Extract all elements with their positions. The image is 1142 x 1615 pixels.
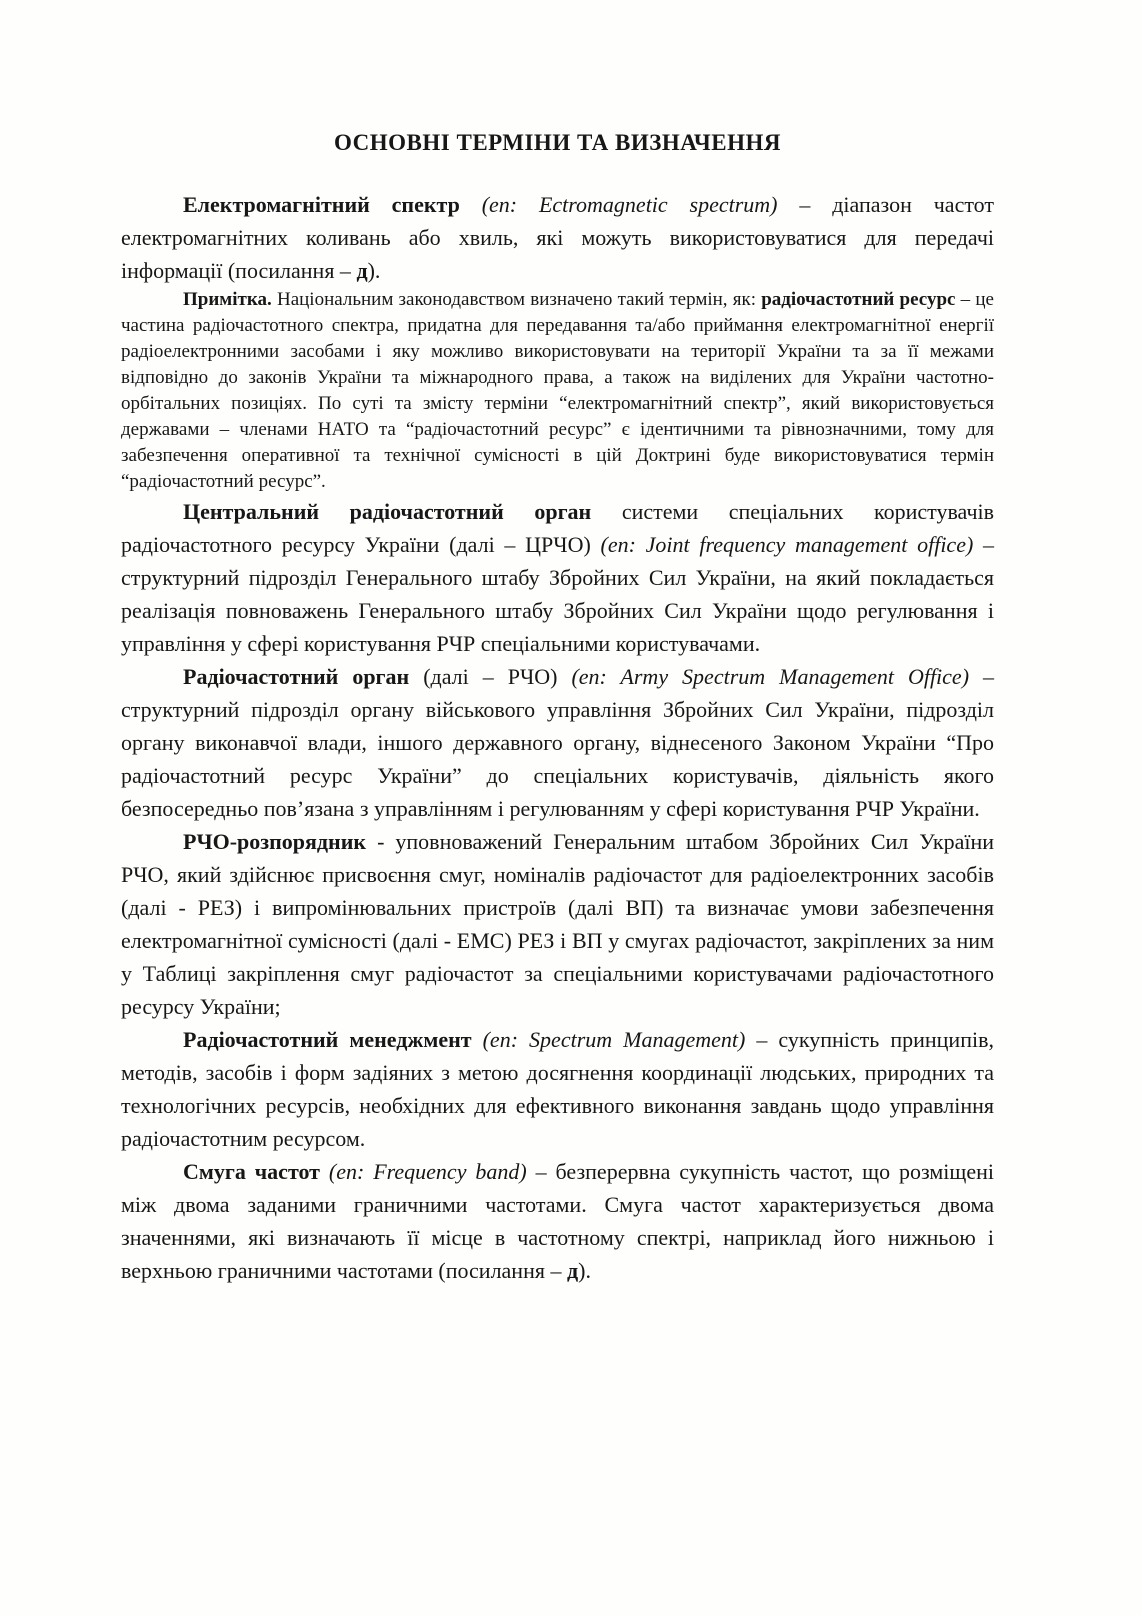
text-segment: – структурний підрозділ органу військового управління Збройних Сил України, підрозділ органу виконавчої влади, іншого державного органу, віднесеного Законом України “Про радіочастотний ресурс України” до спеціальних користувачів, діяльність якого безпосередньо пов’язана з управлінням і регулюванням у сфері користування РЧР України. bbox=[121, 664, 995, 821]
text-segment: Радіочастотний менеджмент bbox=[183, 1027, 483, 1052]
paragraph bbox=[121, 1155, 994, 1287]
text-segment: (en: Ectromagnetic spectrum) bbox=[481, 192, 778, 217]
paragraph bbox=[121, 495, 994, 660]
text-segment: ). bbox=[367, 258, 381, 283]
text-segment: (en: Spectrum Management) bbox=[482, 1027, 746, 1052]
text-segment: Смуга частот bbox=[183, 1159, 329, 1184]
text-segment: – сукупність принципів, методів, засобів і форм задіяних з метою досягнення координації людських, природних та технологічних ресурсів, необхідних для ефективного виконання завдань щодо управління радіочастотним ресурсом. bbox=[121, 1027, 994, 1151]
paragraph bbox=[121, 287, 994, 495]
text-segment: (en: Frequency band) bbox=[328, 1159, 527, 1184]
page-title: ОСНОВНІ ТЕРМІНИ ТА ВИЗНАЧЕННЯ bbox=[333, 130, 782, 155]
text-segment: д bbox=[566, 1258, 579, 1283]
document-body bbox=[121, 188, 994, 1287]
text-segment: системи спеціальних користувачів радіочастотного ресурсу України (далі – ЦРЧО) bbox=[121, 499, 995, 557]
text-segment: – структурний підрозділ Генерального штабу Збройних Сил України, на який покладається реалізація повноважень Генерального штабу Збройних Сил України щодо регулювання і управління у сфері користування РЧР спеціальними користувачами. bbox=[121, 532, 995, 656]
text-segment: Примітка. bbox=[183, 289, 277, 310]
text-segment: – безперервна сукупність частот, що розміщені між двома заданими граничними частотами. Смуга частот характеризується двома значеннями, які визначають її місце в частотному спектрі, наприклад його нижньою і верхньою граничними частотами (посилання – bbox=[121, 1159, 994, 1283]
paragraph bbox=[121, 1023, 994, 1155]
text-segment: Національним законодавством визначено такий термін, як: bbox=[276, 289, 762, 310]
text-segment: Радіочастотний орган bbox=[183, 664, 424, 689]
text-segment: д bbox=[356, 258, 368, 283]
paragraph bbox=[121, 825, 994, 1023]
text-segment: РЧО-розпорядник bbox=[183, 829, 367, 854]
text-segment: – це частина радіочастотного спектра, придатна для передавання та/або приймання електромагнітної енергії радіоелектронними засобами і яку можливо використовувати на території України та за її межами відповідно до законів України та міжнародного права, а також на виділених для України частотно-орбітальних позиціях. По суті та змісту терміни “електромагнітний спектр”, який використовується державами – членами НАТО та “радіочастотний ресурс” є ідентичними та рівнозначними, тому для забезпечення оперативної та технічної сумісності в цій Доктрині буде використовуватися термін “радіочастотний ресурс”. bbox=[121, 289, 994, 492]
text-segment: (en: Joint frequency management office) bbox=[600, 532, 974, 557]
text-segment: – діапазон частот електромагнітних коливань або хвиль, які можуть використовуватися для передачі інформації (посилання – bbox=[121, 192, 994, 283]
text-segment: (en: Army Spectrum Management Office) bbox=[571, 664, 970, 689]
text-segment: Центральний радіочастотний орган bbox=[183, 499, 622, 524]
text-segment: радіочастотний ресурс bbox=[761, 289, 956, 310]
text-segment: - уповноважений Генеральним штабом Збройних Сил України РЧО, який здійснює присвоєння смуг, номіналів радіочастот для радіоелектронних засобів (далі - РЕЗ) і випромінювальних пристроїв (далі ВП) та визначає умови забезпечення електромагнітної сумісності (далі - ЕМС) РЕЗ і ВП у смугах радіочастот, закріплених за ним у Таблиці закріплення смуг радіочастот за спеціальними користувачами радіочастотного ресурсу України; bbox=[121, 829, 994, 1019]
text-segment: ). bbox=[578, 1258, 591, 1283]
text-segment: (далі – РЧО) bbox=[423, 664, 572, 689]
text-segment: Електромагнітний спектр bbox=[183, 192, 482, 217]
paragraph bbox=[121, 188, 994, 287]
paragraph bbox=[121, 660, 994, 825]
